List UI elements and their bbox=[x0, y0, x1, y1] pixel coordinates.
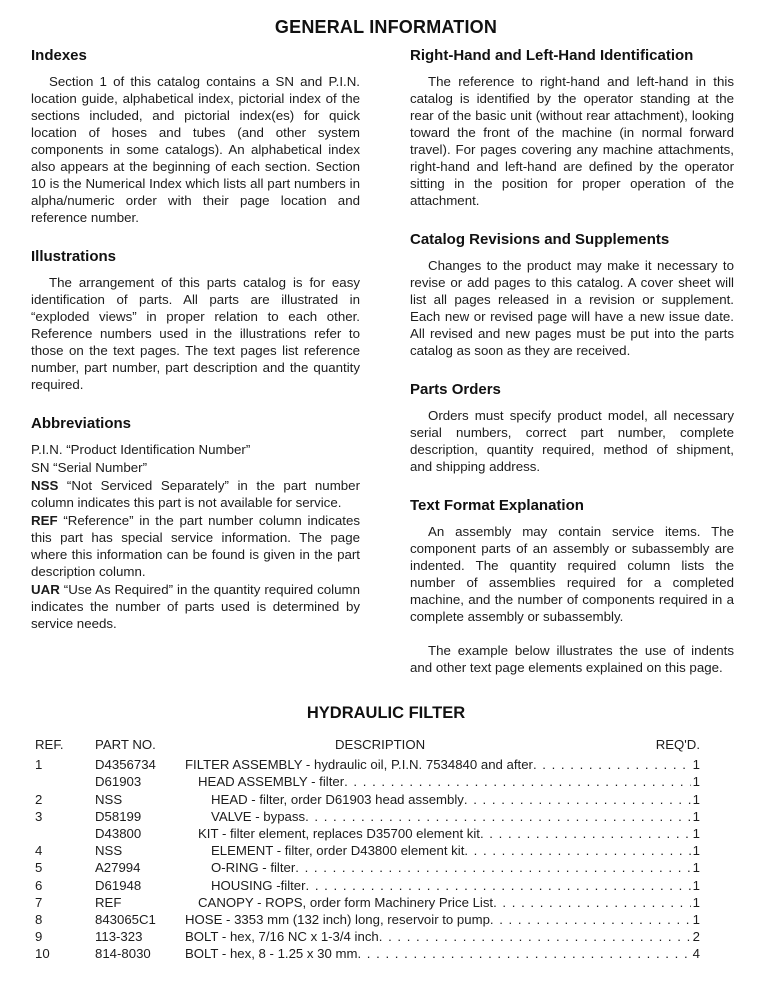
table-row bbox=[0, 928, 772, 945]
cell-description bbox=[185, 756, 700, 773]
abbreviation-term: UAR bbox=[31, 582, 60, 597]
dot-leader bbox=[490, 911, 691, 928]
table-row bbox=[0, 756, 772, 773]
table-row bbox=[0, 773, 772, 790]
cell-description bbox=[185, 945, 700, 962]
cell-description bbox=[185, 791, 700, 808]
description-text: CANOPY - ROPS, order form Machinery Price List bbox=[198, 894, 494, 910]
cell-qty: 1 bbox=[692, 843, 700, 859]
abbreviation-entry: SN “Serial Number” bbox=[31, 460, 148, 475]
cell-part: D43800 bbox=[95, 826, 142, 842]
paragraph: The reference to right-hand and left-hand in this catalog is identified by the operator standing at the rear of the basic unit (without rear attachment), looking toward the front of the machine (in normal forward travel). For pages covering any machine attachments, right-hand and left-hand are defined by the operator sitting in the position for proper operation of the attachment. bbox=[410, 74, 734, 208]
section-heading: Indexes bbox=[31, 47, 87, 64]
table-row bbox=[0, 911, 772, 928]
right-column bbox=[410, 47, 734, 676]
header-reqd: REQ'D. bbox=[655, 737, 700, 752]
left-column bbox=[31, 47, 360, 676]
cell-ref: 5 bbox=[35, 860, 43, 876]
section-heading: Catalog Revisions and Supplements bbox=[410, 231, 670, 248]
cell-ref: 9 bbox=[35, 929, 43, 945]
paragraph: Section 1 of this catalog contains a SN and P.I.N. location guide, alphabetical index, pictorial index of the sections included, and pictorial index(es) for quick location of hoses and tubes (and other system components in some catalogs). An alphabetical index also appears at the beginning of each section. Section 10 is the Numerical Index which lists all part numbers in alpha/numeric order with their page location and reference number. bbox=[31, 74, 360, 225]
cell-part: NSS bbox=[95, 791, 123, 807]
abbreviation-term: SN bbox=[31, 460, 50, 475]
section-heading: Abbreviations bbox=[31, 415, 132, 432]
cell-description bbox=[185, 894, 700, 911]
header-description: DESCRIPTION bbox=[335, 737, 426, 752]
cell-part: D61948 bbox=[95, 877, 142, 893]
cell-part: D61903 bbox=[95, 774, 142, 790]
cell-description bbox=[185, 808, 700, 825]
dot-leader bbox=[493, 894, 691, 911]
description-text: HOUSING -filter bbox=[211, 877, 306, 893]
cell-ref: 7 bbox=[35, 894, 43, 910]
cell-description bbox=[185, 911, 700, 928]
cell-qty: 1 bbox=[692, 808, 700, 824]
dot-leader bbox=[306, 877, 691, 894]
table-row bbox=[0, 945, 772, 962]
description-text: HEAD ASSEMBLY - filter bbox=[198, 774, 345, 790]
cell-ref: 8 bbox=[35, 912, 43, 928]
section-heading: Right-Hand and Left-Hand Identification bbox=[410, 47, 694, 64]
cell-qty: 4 bbox=[692, 946, 700, 962]
section-heading: Illustrations bbox=[31, 248, 117, 265]
cell-qty: 1 bbox=[692, 912, 700, 928]
abbreviation-entry: NSS “Not Serviced Separately” in the part number column indicates this part is not available for service. bbox=[31, 478, 360, 510]
cell-qty: 1 bbox=[692, 774, 700, 790]
cell-ref: 3 bbox=[35, 808, 43, 824]
cell-description bbox=[185, 842, 700, 859]
table-body bbox=[0, 756, 772, 962]
cell-qty: 1 bbox=[692, 757, 700, 773]
page-title: GENERAL INFORMATION bbox=[274, 17, 498, 37]
dot-leader bbox=[295, 859, 691, 876]
description-text: BOLT - hex, 8 - 1.25 x 30 mm bbox=[185, 946, 358, 962]
cell-qty: 1 bbox=[692, 791, 700, 807]
cell-qty: 1 bbox=[692, 894, 700, 910]
cell-part: 814-8030 bbox=[95, 946, 151, 962]
header-part: PART NO. bbox=[95, 737, 156, 752]
dot-leader bbox=[533, 756, 691, 773]
parts-table-section bbox=[0, 704, 772, 963]
dot-leader bbox=[344, 773, 691, 790]
section-heading: Parts Orders bbox=[410, 381, 501, 398]
description-text: HOSE - 3353 mm (132 inch) long, reservoir to pump bbox=[185, 912, 490, 928]
abbreviation-entry: P.I.N. “Product Identification Number” bbox=[31, 442, 251, 457]
cell-qty: 1 bbox=[692, 826, 700, 842]
cell-part: A27994 bbox=[95, 860, 141, 876]
two-column-body bbox=[31, 47, 734, 676]
abbreviation-term: P.I.N. bbox=[31, 442, 63, 457]
paragraph: An assembly may contain service items. The component parts of an assembly or subassembly are indented. The quantity required column lists the number of assemblies required for a completed machine, and the number of components required in a complete assembly or subassembly. bbox=[410, 524, 734, 624]
cell-description bbox=[185, 928, 700, 945]
cell-part: D4356734 bbox=[95, 757, 156, 773]
paragraph: The arrangement of this parts catalog is for easy identification of parts. All parts are illustrated in “exploded views” in proper relation to each other. Reference numbers used in the illustrations refer to those on the text pages. The text pages list reference number, part number, part description and the quantity required. bbox=[31, 275, 360, 392]
table-row bbox=[0, 825, 772, 842]
cell-qty: 1 bbox=[692, 860, 700, 876]
dot-leader bbox=[379, 928, 691, 945]
header-ref: REF. bbox=[35, 737, 64, 752]
cell-ref: 1 bbox=[35, 757, 43, 773]
cell-description bbox=[185, 859, 700, 876]
cell-ref: 4 bbox=[35, 843, 43, 859]
table-row bbox=[0, 894, 772, 911]
paragraph: Changes to the product may make it necessary to revise or add pages to this catalog. A cover sheet will list all pages released in a revision or supplement. Each new or revised page will have a new issue date. All revised and new pages must be put into the parts catalog as soon as they are received. bbox=[410, 258, 734, 358]
table-row bbox=[0, 859, 772, 876]
header-desc-wrap bbox=[185, 736, 700, 753]
dot-leader bbox=[305, 808, 691, 825]
cell-part: D58199 bbox=[95, 808, 142, 824]
abbreviation-term: NSS bbox=[31, 478, 59, 493]
table-row bbox=[0, 842, 772, 859]
cell-description bbox=[185, 877, 700, 894]
cell-part: 113-323 bbox=[95, 929, 143, 945]
description-text: KIT - filter element, replaces D35700 element kit bbox=[198, 826, 480, 842]
description-text: FILTER ASSEMBLY - hydraulic oil, P.I.N. 7534840 and after bbox=[185, 757, 533, 773]
description-text: VALVE - bypass bbox=[211, 808, 306, 824]
cell-qty: 2 bbox=[692, 929, 700, 945]
cell-ref: 10 bbox=[35, 946, 50, 962]
paragraph: The example below illustrates the use of indents and other text page elements explained on this page. bbox=[410, 643, 734, 675]
dot-leader bbox=[480, 825, 691, 842]
table-row bbox=[0, 877, 772, 894]
cell-part: REF bbox=[95, 894, 122, 910]
cell-description bbox=[185, 825, 700, 842]
table-row bbox=[0, 791, 772, 808]
description-text: BOLT - hex, 7/16 NC x 1-3/4 inch bbox=[185, 929, 379, 945]
cell-part: 843065C1 bbox=[95, 912, 156, 928]
description-text: O-RING - filter bbox=[211, 860, 296, 876]
cell-ref: 6 bbox=[35, 877, 43, 893]
dot-leader bbox=[357, 945, 691, 962]
table-title: HYDRAULIC FILTER bbox=[306, 704, 466, 722]
section-heading: Text Format Explanation bbox=[410, 497, 584, 514]
dot-leader bbox=[464, 791, 691, 808]
table-row bbox=[0, 808, 772, 825]
cell-qty: 1 bbox=[692, 877, 700, 893]
dot-leader bbox=[464, 842, 691, 859]
paragraph: Orders must specify product model, all necessary serial numbers, correct part number, complete description, quantity required, method of shipment, and shipping address. bbox=[410, 408, 734, 474]
table-header-row bbox=[0, 736, 772, 753]
description-text: HEAD - filter, order D61903 head assembly bbox=[211, 791, 464, 807]
abbreviation-term: REF bbox=[31, 513, 58, 528]
cell-ref: 2 bbox=[35, 791, 43, 807]
cell-part: NSS bbox=[95, 843, 123, 859]
cell-description bbox=[185, 773, 700, 790]
abbreviation-entry: REF “Reference” in the part number column indicates this part has special service information. The page where this information can be found is given in the part description column. bbox=[31, 513, 360, 579]
description-text: ELEMENT - filter, order D43800 element kit bbox=[211, 843, 465, 859]
abbreviation-entry: UAR “Use As Required” in the quantity required column indicates the number of parts used is determined by service needs. bbox=[31, 582, 360, 631]
